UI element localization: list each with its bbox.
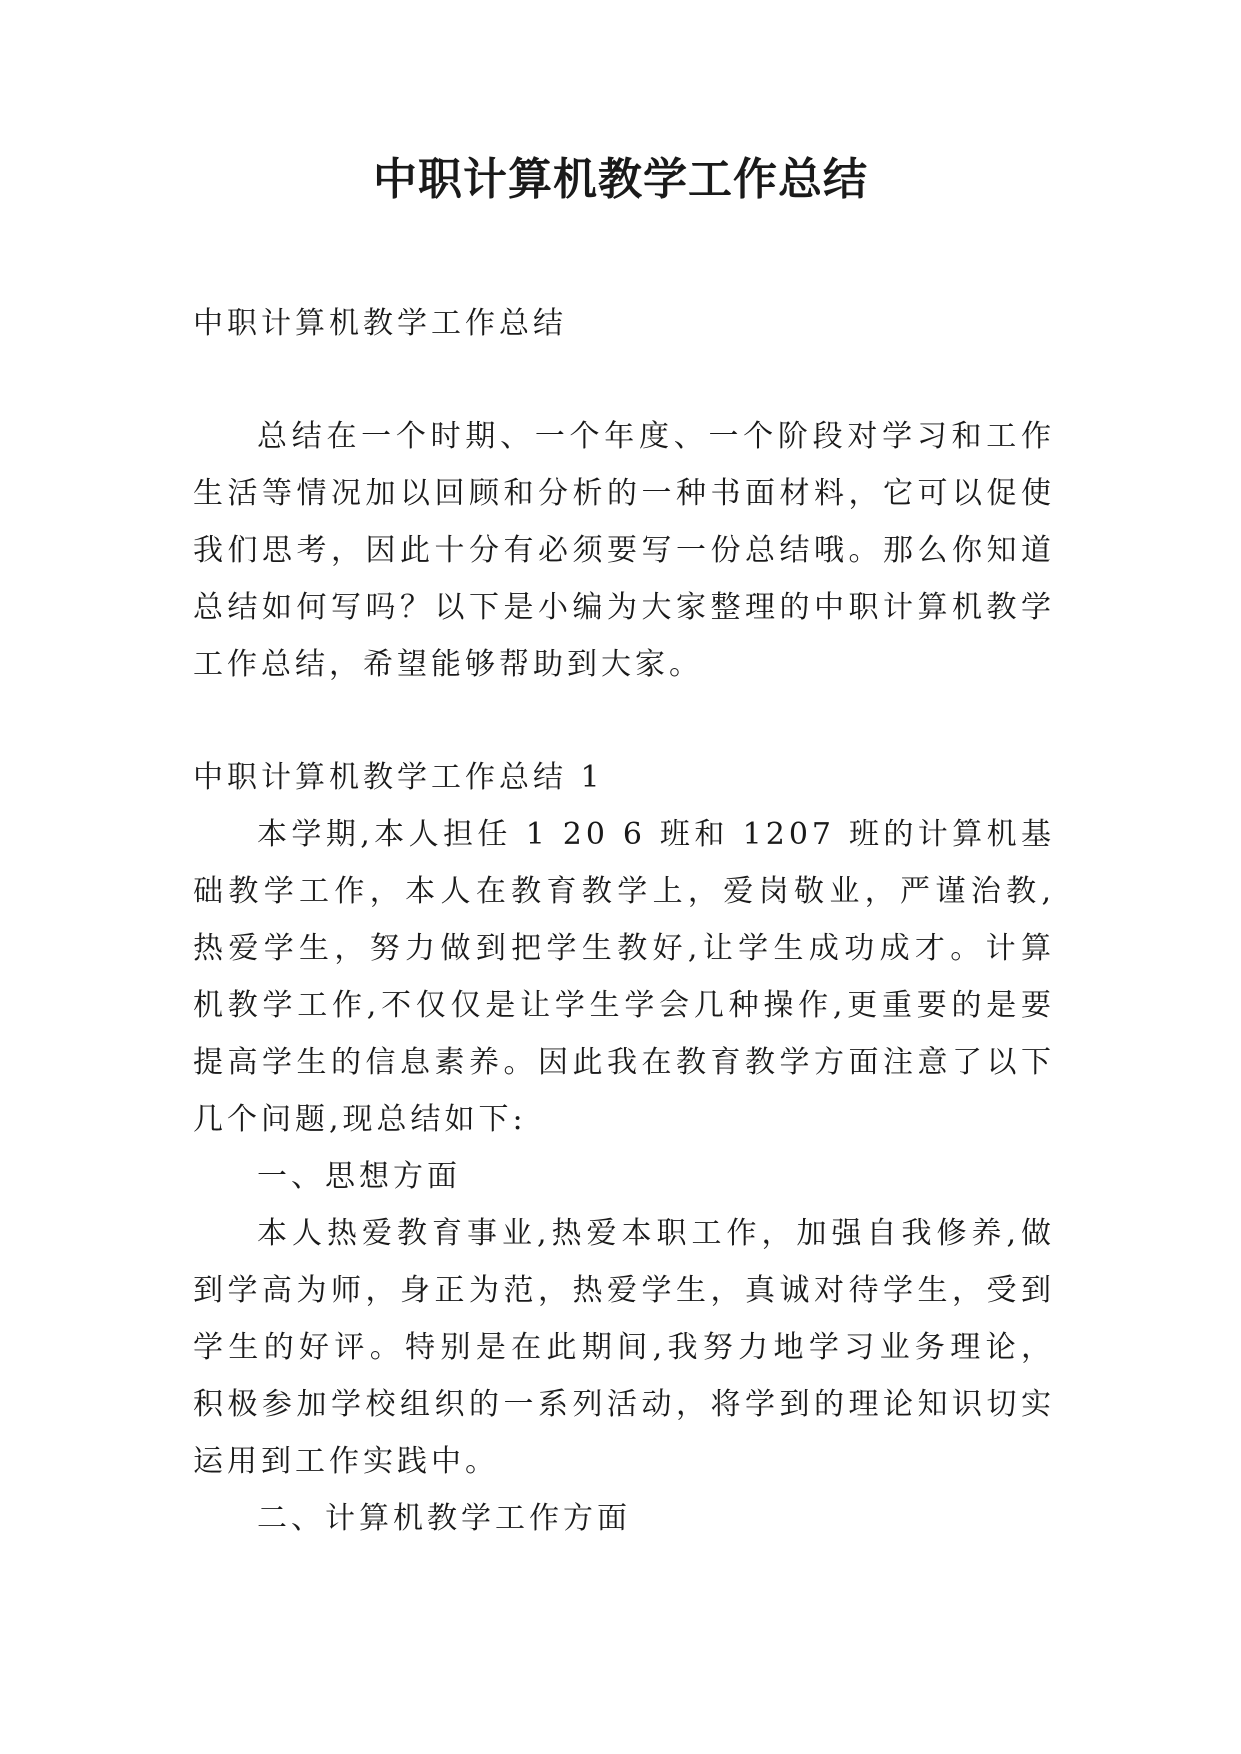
document-subtitle: 中职计算机教学工作总结 [193,306,567,341]
document-body [193,295,1055,1547]
heading-thought: 一、思想方面 [257,1159,461,1194]
heading-teaching: 二、计算机教学工作方面 [257,1501,631,1536]
intro-paragraph: 总结在一个时期、一个年度、一个阶段对学习和工作生活等情况加以回顾和分析的一种书面材料，它可以促使我们思考，因此十分有必须要写一份总结哦。那么你知道总结如何写吗？以下是小编为大家整理的中职计算机教学工作总结，希望能够帮助到大家。 [193,419,1055,682]
section-1-paragraph: 本学期,本人担任 1 20 6 班和 1207 班的计算机基础教学工作，本人在教育教学上，爱岗敬业，严谨治教,热爱学生，努力做到把学生教好,让学生成功成才。计算机教学工作,不仅仅是让学生学会几种操作,更重要的是要提高学生的信息素养。因此我在教育教学方面注意了以下几个问题,现总结如下: [193,817,1055,1137]
document-title: 中职计算机教学工作总结 [373,154,868,205]
thought-paragraph: 本人热爱教育事业,热爱本职工作，加强自我修养,做到学高为师，身正为范，热爱学生，真诚对待学生，受到学生的好评。特别是在此期间,我努力地学习业务理论，积极参加学校组织的一系列活动，将学到的理论知识切实运用到工作实践中。 [193,1216,1055,1479]
section-1-title: 中职计算机教学工作总结 1 [193,760,604,795]
